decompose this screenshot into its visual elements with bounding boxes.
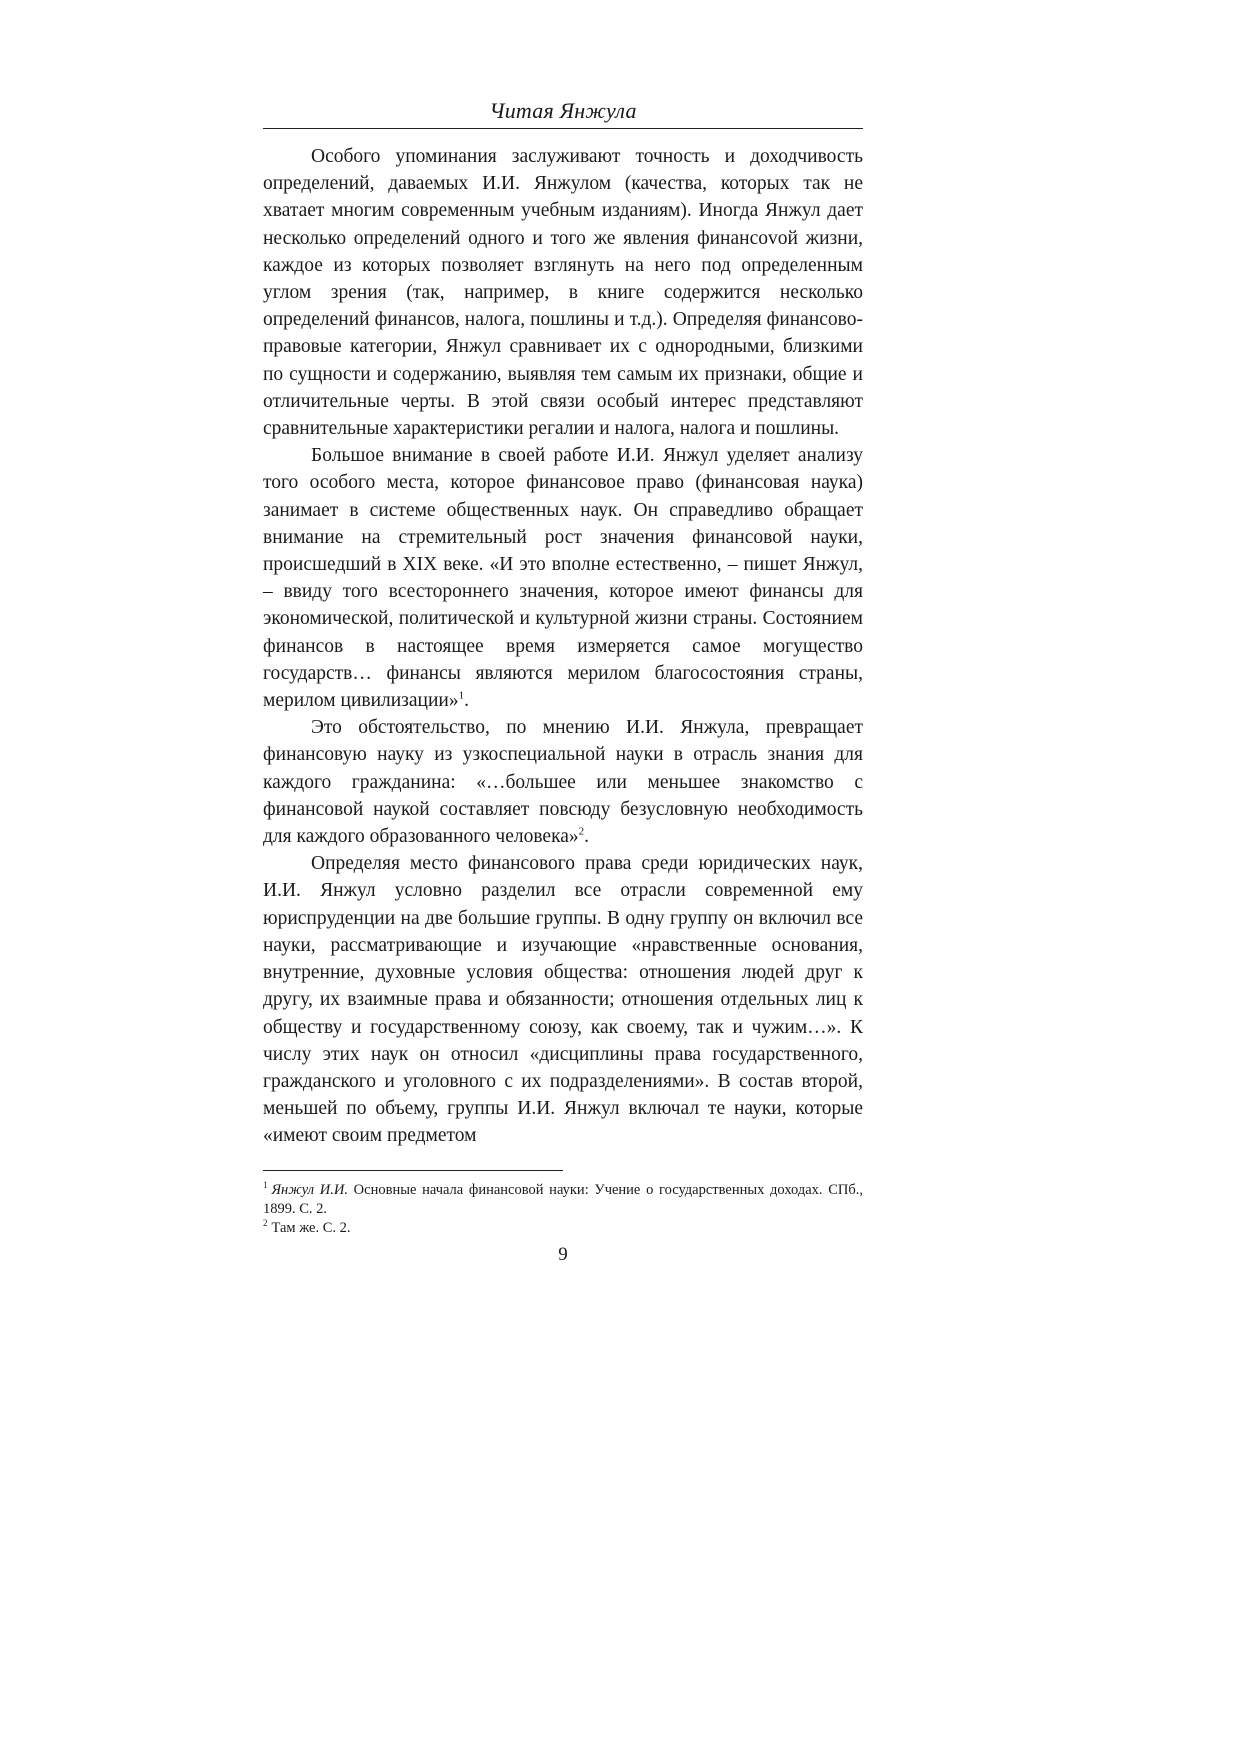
footnote-1-number: 1 <box>263 1179 268 1190</box>
footnote-1-text: Основные начала финансовой науки: Учение о государственных доходах. СПб., 1899. С. 2. <box>263 1181 864 1217</box>
footnote-2 <box>263 1219 863 1238</box>
running-title: Читая Янжула <box>263 96 863 129</box>
paragraph-2-text: Большое внимание в своей работе И.И. Янжул уделяет анализу того особого места, которое финансовое право (финансовая наука) занимает в системе общественных наук. Он справедливо обращает внимание на стремительный рост значения финансовой науки, происшедший в XIX веке. «И это вполне естественно, – пишет Янжул, – ввиду того всестороннего значения, которое имеют финансы для экономической, политической и культурной жизни страны. Состоянием финансов в настоящее время измеряется самое могущество государств… финансы являются мерилом благосостояния страны, мерилом цивилизации» <box>263 445 863 712</box>
footnote-ref-2[interactable]: 2 <box>578 825 585 838</box>
footnote-1 <box>263 1181 863 1219</box>
footnote-ref-1[interactable]: 1 <box>458 689 465 702</box>
paragraph-1 <box>263 143 863 442</box>
paragraph-3-text: Это обстоятельство, по мнению И.И. Янжула, превращает финансовую науку из узкоспециальной науки в отрасль знания для каждого гражданина: «…большее или меньшее знакомство с финансовой наукой составляет повсюду безусловную необходимость для каждого образованного человека» <box>263 717 863 848</box>
paragraph-2-end: . <box>464 690 469 712</box>
paragraph-4 <box>263 850 863 1149</box>
footnote-divider <box>263 1170 563 1171</box>
paragraph-1-text: Особого упоминания заслуживают точность и доходчивость определений, даваемых И.И. Янжулом (качества, которых так не хватает многим современным учебным изданиям). Иногда Янжул дает несколько определений одного и того же явления финансоvой жизни, каждое из которых позволяет взглянуть на него под определенным углом зрения (так, например, в книге содержится несколько определений финансов, налога, пошлины и т.д.). Определяя финансово-правовые категории, Янжул сравнивает их с однородными, близкими по сущности и содержанию, выявляя тем самым их признаки, общие и отличительные черты. В этой связи особый интерес представляют сравнительные характеристики регалии и налога, налога и пошлины. <box>263 146 863 440</box>
page-number: 9 <box>558 1243 568 1265</box>
footnote-2-text: Там же. С. 2. <box>271 1219 351 1236</box>
footnote-2-number: 2 <box>263 1217 268 1228</box>
paragraph-4-text: Определяя место финансового права среди юридических наук, И.И. Янжул условно разделил все отрасли современной ему юриспруденции на две большие группы. В одну группу он включил все науки, рассматривающие и изучающие «нравственные основания, внутренние, духовные условия общества: отношения людей друг к другу, их взаимные права и обязанности; отношения отдельных лиц к обществу и государственному союзу, как своему, так и чужим…». К числу этих наук он относил «дисциплины права государственного, гражданского и уголовного с их подразделениями». В состав второй, меньшей по объему, группы И.И. Янжул включал те науки, которые «имеют своим предметом <box>263 853 863 1147</box>
footnote-1-author: Янжул И.И. <box>271 1181 348 1198</box>
paragraph-3 <box>263 714 863 850</box>
paragraph-2 <box>263 442 863 714</box>
footnotes <box>263 1181 863 1238</box>
body-text <box>263 143 863 1150</box>
book-page <box>263 96 863 1266</box>
paragraph-3-end: . <box>584 826 590 848</box>
